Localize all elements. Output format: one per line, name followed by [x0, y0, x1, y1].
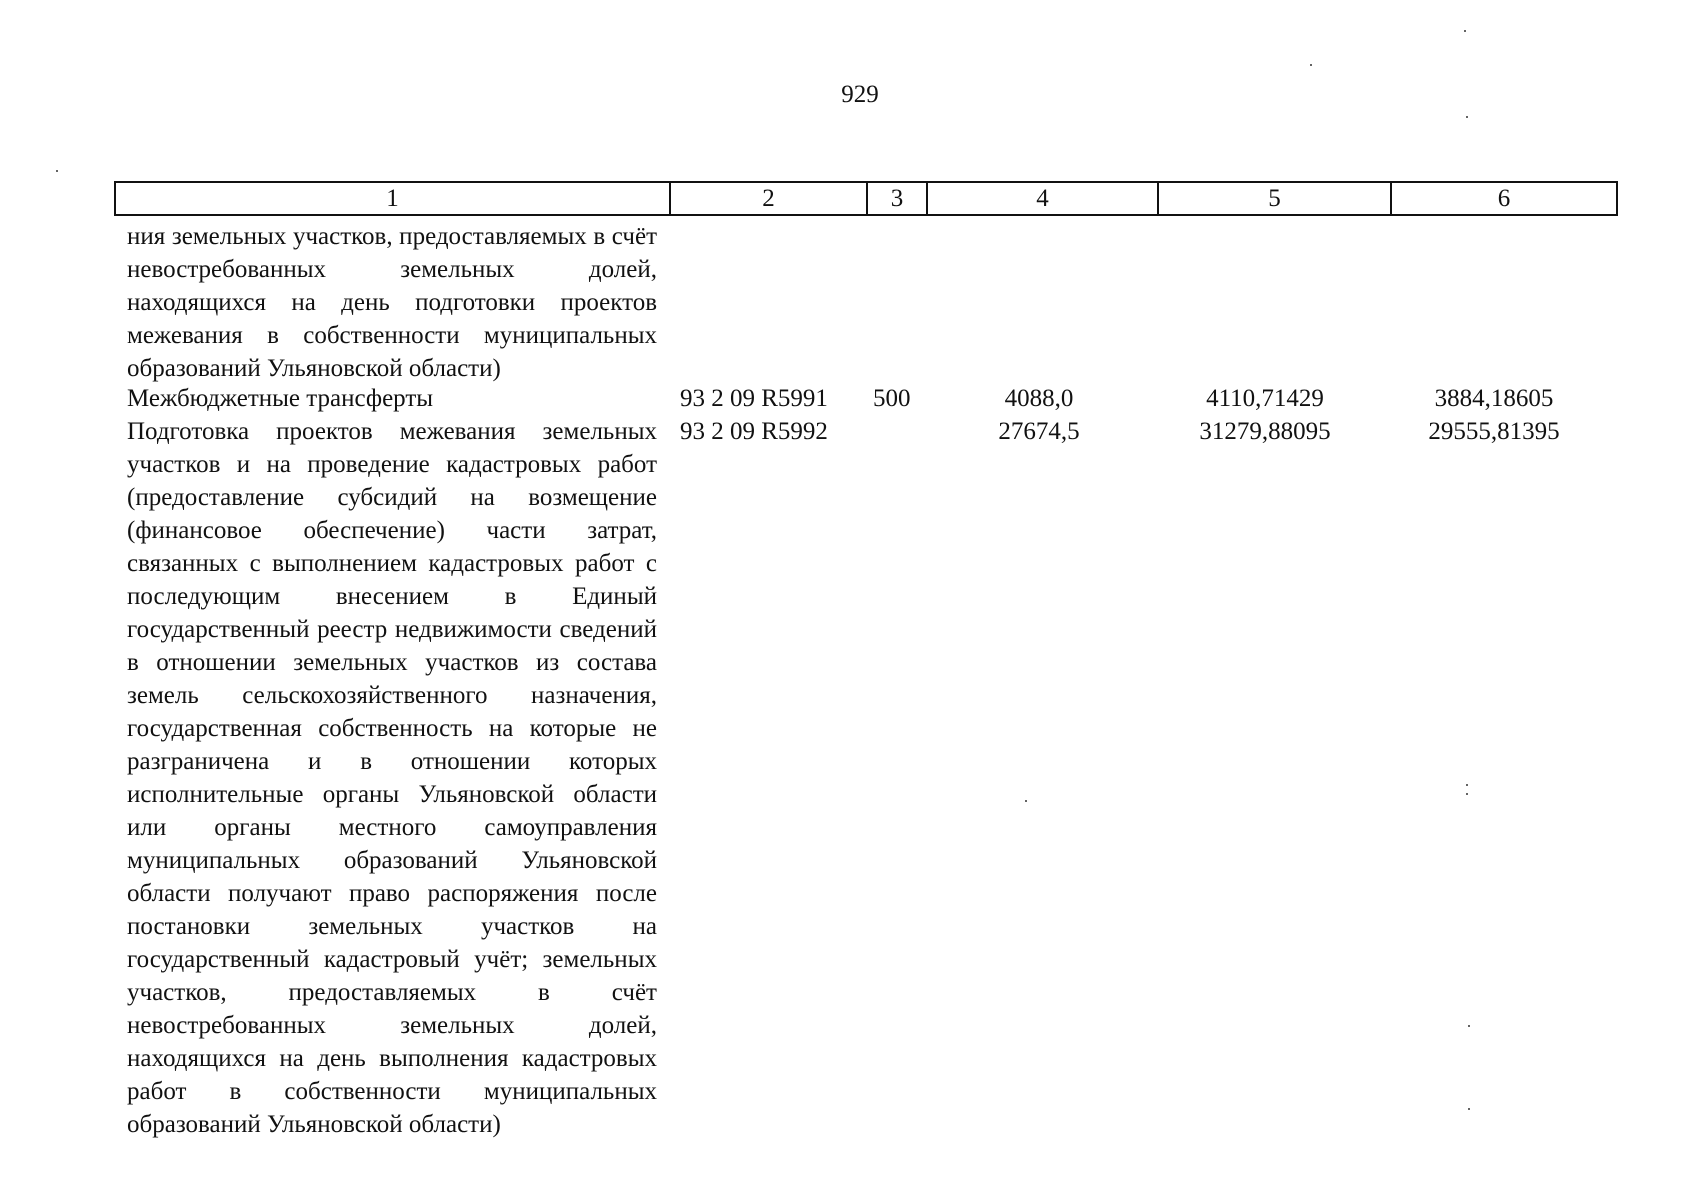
- table-header: [114, 181, 1618, 216]
- scan-speck: [1468, 1108, 1470, 1110]
- scan-speck: [1466, 793, 1468, 795]
- header-col-6: 6: [1391, 182, 1617, 215]
- scan-speck: [1464, 30, 1466, 32]
- row-1-code: 93 2 09 R5991: [680, 385, 828, 412]
- row-0-description: ния земельных участков, предоставляемых в счёт невостребованных земельных долей, находящихся на день подготовки проектов межевания в собственности муниципальных образований Ульяновской области): [127, 223, 657, 382]
- scan-speck: [1466, 116, 1468, 118]
- header-col-4: 4: [927, 182, 1158, 215]
- scan-speck: [1310, 64, 1312, 66]
- row-1-description: Межбюджетные трансферты: [127, 385, 434, 412]
- header-col-2: 2: [670, 182, 867, 215]
- page-number: 929: [841, 81, 879, 108]
- scan-speck: [56, 170, 58, 172]
- row-2-value-5: 31279,88095: [1199, 418, 1331, 445]
- header-col-3: 3: [867, 182, 927, 215]
- table-header-row: [115, 182, 1617, 215]
- row-2-description: Подготовка проектов межевания земельных участков и на проведение кадастровых работ (предоставление субсидий на возмещение (финансовое обеспечение) части затрат, связанных с выполнением кадастровых работ с последующим внесением в Единый государственный реестр недвижимости сведений в отношении земельных участков из состава земель сельскохозяйственного назначения, государственная собственность на которые не разграничена и в отношении которых исполнительные органы Ульяновской области или органы местного самоуправления муниципальных образований Ульяновской области получают право распоряжения после постановки земельных участков на государственный кадастровый учёт; земельных участков, предоставляемых в счёт невостребованных земельных долей, находящихся на день выполнения кадастровых работ в собственности муниципальных образований Ульяновской области): [127, 418, 657, 1138]
- row-1-value-4: 4088,0: [1004, 385, 1074, 412]
- scan-speck: [1025, 800, 1027, 802]
- row-1-value-5: 4110,71429: [1206, 385, 1324, 412]
- scan-speck: [1468, 1025, 1470, 1027]
- row-1-value-6: 3884,18605: [1434, 385, 1554, 412]
- row-2-code: 93 2 09 R5992: [680, 418, 828, 445]
- row-2-value-4: 27674,5: [998, 418, 1080, 445]
- row-1-type: 500: [873, 385, 911, 412]
- header-col-5: 5: [1158, 182, 1391, 215]
- scan-speck: [1466, 784, 1468, 786]
- row-2-value-6: 29555,81395: [1428, 418, 1560, 445]
- header-col-1: 1: [115, 182, 670, 215]
